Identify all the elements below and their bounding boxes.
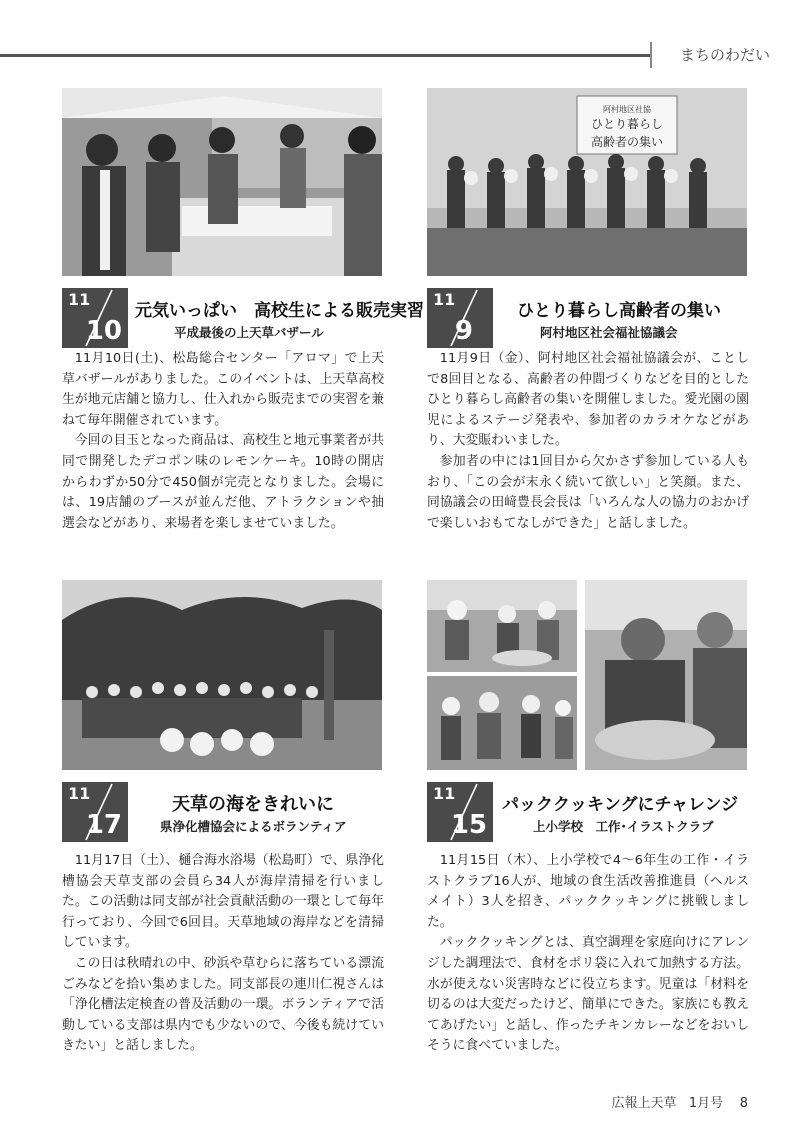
- cooking-photo-illustration: [427, 580, 577, 672]
- photo-bazaar: [62, 88, 382, 276]
- bazaar-photo-illustration: [62, 88, 382, 276]
- article-paragraph: 参加者の中には1回目から欠かさず参加している人もおり、「この会が末永く続いて欲しい」と笑顔。また、同協議会の田﨑豊長会長は「いろんな人の協力のおかげで楽しいおもてなしができた」と話しました。: [427, 453, 749, 531]
- date-month: 11: [68, 290, 91, 309]
- article-subtitle: 阿村地区社会福祉協議会: [540, 325, 678, 340]
- article-paragraph: 11月17日（土）、樋合海水浴場（松島町）で、県浄化槽協会天草支部の会員ら34人が海岸清掃を行いました。この活動は同支部が社会貢献活動の一環として毎年行っており、今回で6回目。天草地域の海岸などを清掃しています。: [62, 853, 384, 951]
- article-subtitle: 上小学校 工作･イラストクラブ: [533, 819, 714, 834]
- issue-label: 1月号: [688, 1096, 724, 1111]
- article-paragraph: パッククッキングとは、真空調理を家庭向けにアレンジした調理法で、食材をポリ袋に入れて加熱する方法。水が使えない災害時などに役立ちます。児童は「材料を切るのは大変だったけど、簡単にできた。家族にも教えてあげたい」と話し、作ったチキンカレーなどをおいしそうに食べていました。: [427, 935, 749, 1054]
- photo-cooking-top-left: [427, 580, 577, 672]
- date-month: 11: [433, 290, 456, 309]
- page-footer: [611, 1092, 748, 1111]
- article-body: [62, 851, 384, 1057]
- date-day: 17: [85, 810, 122, 840]
- date-day: 9: [454, 316, 473, 346]
- date-month: 11: [433, 784, 456, 803]
- article-paragraph: 11月15日（木）、上小学校で4～6年生の工作・イラストクラブ16人が、地域の食生活改善推進員（ヘルスメイト）3人を招き、パッククッキングに挑戦しました。: [427, 853, 749, 930]
- date-badge-11-10: [62, 288, 128, 348]
- photo-cooking-bottom-left: [427, 676, 577, 770]
- article-title: ひとり暮らし高齢者の集い: [517, 301, 721, 321]
- article-body: [62, 349, 384, 534]
- photo-elderly-gathering: [427, 88, 747, 276]
- article-subtitle: 県浄化槽協会によるボランティア: [160, 819, 347, 834]
- article-title: 天草の海をきれいに: [172, 794, 334, 815]
- article-paragraph: 11月10日(土)、松島総合センター「アロマ」で上天草バザールがありました。このイベントは、上天草高校生が地元店舗と協力し、仕入れから販売までの実習を兼ねて毎年開催されています。: [62, 351, 384, 428]
- article-title: 元気いっぱい 高校生による販売実習: [135, 301, 424, 321]
- article-title: パッククッキングにチャレンジ: [502, 795, 739, 815]
- publication-name: 広報上天草: [611, 1096, 677, 1111]
- article-paragraph: この日は秋晴れの中、砂浜や草むらに落ちている漂流ごみなどを拾い集めました。同支部長の連川仁視さんは「浄化槽法定検査の普及活動の一環。ボランティアで活動している支部は県内でも少ないので、今後も続けていきたい」と話しました。: [62, 955, 384, 1054]
- article-subtitle: 平成最後の上天草バザール: [174, 325, 324, 340]
- date-day: 15: [450, 810, 487, 840]
- svg-text:高齢者の集い: 高齢者の集い: [590, 135, 664, 149]
- article-paragraph: 11月9日（金）、阿村地区社会福祉協議会が、ことしで8回目となる、高齢者の仲間づくりなどを目的としたひとり暮らし高齢者の集いを開催しました。愛光園の園児によるステージ発表や、参加者のカラオケなどがあり、大変賑わいました。: [427, 351, 749, 449]
- date-badge-11-17: [62, 782, 128, 842]
- article-body: [427, 349, 749, 534]
- article-paragraph: 今回の目玉となった商品は、高校生と地元事業者が共同で開発したデコポン味のレモンケーキ。10時の開店からわずか50分で450個が完売となりました。会場には、19店舗のブースが並んだ他、アトラクションや抽選会などがあり、来場者を楽しませていました。: [62, 433, 384, 531]
- svg-text:ひとり暮らし: ひとり暮らし: [590, 117, 664, 131]
- article-body: [427, 851, 749, 1057]
- date-day: 10: [85, 316, 122, 346]
- date-month: 11: [68, 784, 91, 803]
- photo-cooking-right: [585, 580, 747, 770]
- cooking-photo-illustration: [427, 676, 577, 770]
- stage-photo-illustration: [427, 88, 747, 276]
- svg-text:阿村地区社協: 阿村地区社協: [603, 105, 651, 114]
- page-number: 8: [739, 1096, 748, 1111]
- photo-beach-cleanup: [62, 580, 382, 770]
- date-badge-11-15: [427, 782, 493, 842]
- cooking-photo-illustration: [585, 580, 747, 770]
- section-label: まちのわだい: [650, 42, 800, 68]
- date-badge-11-9: [427, 288, 493, 348]
- beach-photo-illustration: [62, 580, 382, 770]
